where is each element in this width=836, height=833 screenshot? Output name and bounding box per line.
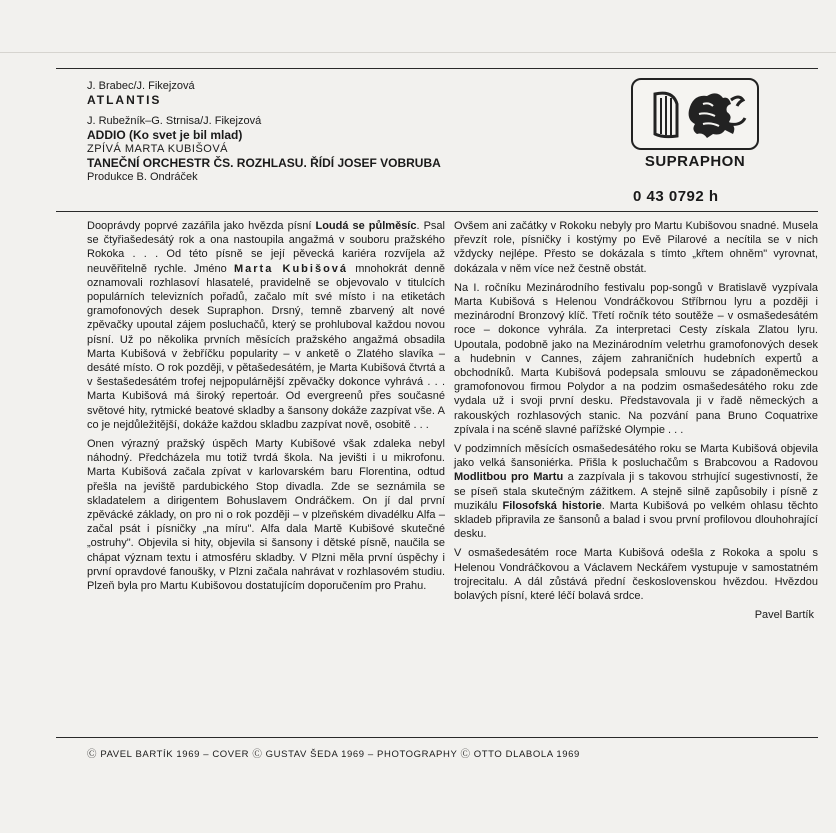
orchestra-credit: TANEČNÍ ORCHESTR ČS. ROZHLASU. ŘÍDÍ JOSEF VOBRUBA xyxy=(87,156,441,170)
text-run: Dooprávdy poprvé zazářila jako hvězda písní xyxy=(87,220,316,232)
track-credits xyxy=(87,79,441,184)
paragraph: V osmašedesátém roce Marta Kubišová odešla z Rokoka a spolu s Helenou Vondráčkovou a Václavem Neckářem vystupuje v samostatném trojrecitalu. A dál zůstává přední československou hvězdou. Hvězdou bolavých písní, které léčí bolavá srdce. xyxy=(454,547,818,603)
paragraph: Onen výrazný pražský úspěch Marty Kubišové však zdaleka nebyl náhodný. Předcházela mu totiž tvrdá škola. Na jevišti i u mikrofonu. Marta Kubišová začala zpívat v karlovarském baru Florentina, odtud přešla na jeviště pardubického Stop divadla. Zde se seznámila se skladatelem a dirigentem Bohuslavem Ondráčkem. On jí dal první zpěvácké základy, on pro ni o rok později – v plzeňském divadélku Alfa – začal psát i písničky „na míru". Alfa dala Martě Kubišové skutečné „ostruhy". Objevila si hity, objevila si šansony i dětské písně, naučila se chápat význam textu i atmosféru skladby. V Plzni měla první úspěchy i první opravdové fanoušky, v Plzni začala nahrávat v rozhlasovém studiu. Plzeň byla pro Martu Kubišovou dostatujícím doporučením pro Prahu. xyxy=(87,438,445,593)
brand-name: SUPRAPHON xyxy=(644,153,746,170)
author-signature: Pavel Bartík xyxy=(754,609,814,622)
mid-rule xyxy=(56,211,818,212)
song-title-emphasis: Modlitbou pro Martu xyxy=(454,471,564,484)
track2-title: ADDIO (Ko svet je bil mlad) xyxy=(87,128,243,142)
text-run: . Marta Kubišová po velkém ohlasu těchto skladeb připravila ze šansonů a balad i svou první profilovou dlouhohrající desku. xyxy=(454,499,818,541)
musical-title-emphasis: Filosofská historie xyxy=(502,499,602,512)
song-title-emphasis: Loudá se půlměsíc xyxy=(315,220,417,232)
text-run: a zazpívala ji s takovou strhující sugestivností, že se píseň stala skutečným zážitkem. A stejně silně zapůsobily i písně z muzikálu xyxy=(454,471,818,512)
producer-credit: Produkce B. Ondráček xyxy=(87,171,198,183)
artist-name-emphasis: Marta Kubišová xyxy=(233,262,349,275)
paragraph xyxy=(87,219,445,432)
copyright-footer: Ⓒ PAVEL BARTÍK 1969 – COVER Ⓒ GUSTAV ŠEDA 1969 – PHOTOGRAPHY Ⓒ OTTO DLABOLA 1969 xyxy=(87,749,580,760)
left-text-column xyxy=(87,219,445,598)
text-run: . Psal se čtyřiašedesátý rok a ona nastoupila angažmá v souboru pražského Rokoka . . . Od této písně se její pěvecká kariéra rozvíjela až neuvěřitelně rychle. Jméno xyxy=(87,220,445,275)
paragraph xyxy=(454,442,818,541)
singer-credit: ZPÍVÁ MARTA KUBIŠOVÁ xyxy=(87,143,229,155)
supraphon-logo xyxy=(631,78,759,150)
paragraph: Na I. ročníku Mezinárodního festivalu pop-songů v Bratislavě vyzpívala Marta Kubišová s Helenou Vondráčkovou Stříbrnou lyru a později i mezinárodní Bronzový klíč. Třetí ročník této soutěže – v osmašedesátém roce – dokonce vyhrála. Za interpretaci Cesty získala Zlatou lyru. Upoutala, podobně jako na Mezinárodním veletrhu gramofonových desek a hudebnin v Cannes, zájem zahraničních hudebních expertů a obchodníků. Marta Kubišová podepsala smlouvu se západoněmeckou gramofonovou firmou Polydor a na podzim osmašedesátého roku zde vydala už i svoji první desku. Představovala ji v řadě německých a rakouských rozhlasových stanic. Na pozvání pana Bruno Coquatrixe zpívala i na scéně slavné pařížské Olympie . . . xyxy=(454,281,818,436)
bottom-rule xyxy=(56,737,818,738)
lion-harp-logo-icon xyxy=(633,80,757,148)
track1-authors: J. Brabec/J. Fikejzová xyxy=(87,80,195,92)
paragraph: Ovšem ani začátky v Rokoku nebyly pro Martu Kubišovou snadné. Musela převzít role, písničky i kostýmy po Evě Pilarové a necítila se v nich vždycky nejlépe. Přesto se dokázala s tímto „křtem ohněm" vyrovnat, dokázala v něm více než čestně obstát. xyxy=(454,220,818,275)
catalog-number: 0 43 0792 h xyxy=(633,188,719,205)
right-text-column xyxy=(454,219,818,622)
text-run: V podzimních měsících osmašedesátého roku se Marta Kubišová objevila jako velká šansoniérka. Přišla k posluchačům s Brabcovou a Radovou xyxy=(454,443,818,470)
track1-title: ATLANTIS xyxy=(87,93,162,107)
track2-authors: J. Rubežník–G. Strnisa/J. Fikejzová xyxy=(87,115,262,127)
sleeve-fold-line xyxy=(0,52,836,53)
top-rule xyxy=(56,68,818,69)
text-run: mnohokrát denně oznamovali rozhlasoví hlasatelé, pravidelně se objevovalo v titulcích populárních televizních pořadů, začalo mít své místo i na etiketách gramofonových desek Supraphon. Drsný, temně zbarvený alt nové zpěvačky upoutal zájem posluchačů, který se prohluboval každou novou písní. Už po několika prvních měsících pražského angažmá obsadila Marta Kubišová v žebříčku popularity – v anketě o Zlatého slavíka – desáté místo. O rok později, v pětašedesátém, je Marta Kubišová čtvrtá a v šestašedesátém trofej nejpopulárnější zpěvačky dokonce vyhrává . . . Marta Kubišová má široký repertoár. Od evergreenů přes současné světové hity, rytmické beatové skladby a šansony dokáže zazpívat vše. A co je nejdůležitější, dokáže každou skladbu zazpívat nově, osobitě . . . xyxy=(87,262,445,431)
